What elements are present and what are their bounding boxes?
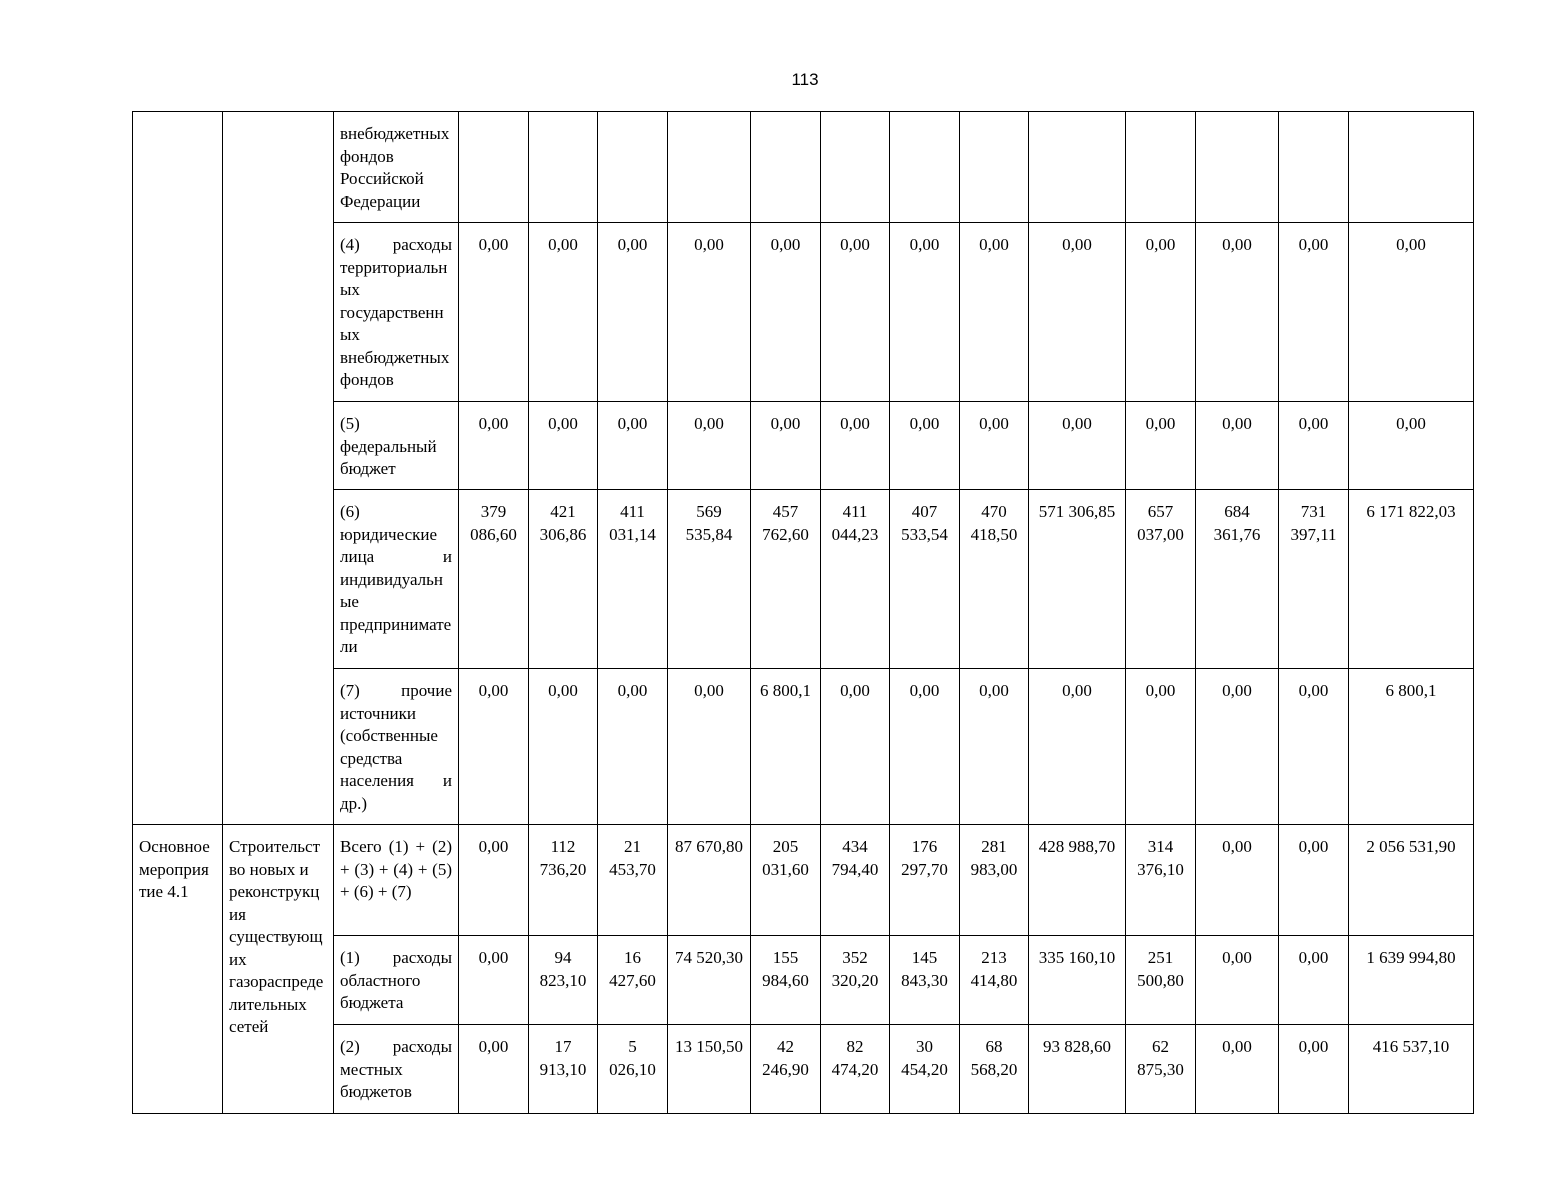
empty-measure-name-cell bbox=[223, 112, 334, 825]
value-cell: 0,00 bbox=[459, 669, 529, 825]
value-cell: 16 427,60 bbox=[598, 936, 668, 1025]
value-cell: 68 568,20 bbox=[960, 1025, 1029, 1114]
value-cell: 0,00 bbox=[1349, 402, 1474, 490]
value-cell: 0,00 bbox=[668, 223, 751, 402]
value-cell: 0,00 bbox=[598, 669, 668, 825]
table-row bbox=[133, 825, 1474, 936]
source-label: (4) расходы территориальных государственных внебюджетных фондов bbox=[334, 223, 459, 402]
value-cell: 0,00 bbox=[960, 223, 1029, 402]
value-cell: 0,00 bbox=[459, 223, 529, 402]
value-cell bbox=[529, 112, 598, 223]
value-cell: 0,00 bbox=[459, 825, 529, 936]
value-cell: 176 297,70 bbox=[890, 825, 960, 936]
value-cell: 416 537,10 bbox=[1349, 1025, 1474, 1114]
table-row bbox=[133, 490, 1474, 669]
value-cell: 0,00 bbox=[1349, 223, 1474, 402]
value-cell: 0,00 bbox=[890, 669, 960, 825]
value-cell: 6 800,1 bbox=[1349, 669, 1474, 825]
value-cell: 0,00 bbox=[1279, 825, 1349, 936]
source-label: внебюджетных фондов Российской Федерации bbox=[334, 112, 459, 223]
table-row bbox=[133, 1025, 1474, 1114]
value-cell: 5 026,10 bbox=[598, 1025, 668, 1114]
value-cell: 0,00 bbox=[598, 223, 668, 402]
value-cell bbox=[1029, 112, 1126, 223]
value-cell: 0,00 bbox=[668, 402, 751, 490]
value-cell bbox=[890, 112, 960, 223]
value-cell: 281 983,00 bbox=[960, 825, 1029, 936]
empty-measure-code-cell bbox=[133, 112, 223, 825]
value-cell: 0,00 bbox=[1279, 1025, 1349, 1114]
budget-table bbox=[132, 111, 1474, 1114]
value-cell: 434 794,40 bbox=[821, 825, 890, 936]
value-cell: 0,00 bbox=[1126, 402, 1196, 490]
value-cell bbox=[821, 112, 890, 223]
table-row bbox=[133, 936, 1474, 1025]
value-cell: 0,00 bbox=[890, 223, 960, 402]
value-cell: 0,00 bbox=[1279, 223, 1349, 402]
value-cell: 0,00 bbox=[960, 669, 1029, 825]
value-cell: 731 397,11 bbox=[1279, 490, 1349, 669]
value-cell: 407 533,54 bbox=[890, 490, 960, 669]
value-cell bbox=[751, 112, 821, 223]
value-cell: 42 246,90 bbox=[751, 1025, 821, 1114]
value-cell: 0,00 bbox=[751, 402, 821, 490]
value-cell: 17 913,10 bbox=[529, 1025, 598, 1114]
value-cell: 569 535,84 bbox=[668, 490, 751, 669]
value-cell: 112 736,20 bbox=[529, 825, 598, 936]
value-cell: 145 843,30 bbox=[890, 936, 960, 1025]
value-cell: 571 306,85 bbox=[1029, 490, 1126, 669]
measure-code: Основное мероприятие 4.1 bbox=[133, 825, 223, 1114]
value-cell: 421 306,86 bbox=[529, 490, 598, 669]
value-cell: 0,00 bbox=[459, 936, 529, 1025]
value-cell: 411 031,14 bbox=[598, 490, 668, 669]
value-cell: 6 171 822,03 bbox=[1349, 490, 1474, 669]
value-cell: 0,00 bbox=[1126, 669, 1196, 825]
value-cell: 0,00 bbox=[1029, 223, 1126, 402]
value-cell: 0,00 bbox=[1196, 402, 1279, 490]
value-cell: 0,00 bbox=[1196, 1025, 1279, 1114]
value-cell: 0,00 bbox=[890, 402, 960, 490]
source-label: (7) прочие источники (собственные средства населения и др.) bbox=[334, 669, 459, 825]
source-label: (5) федеральный бюджет bbox=[334, 402, 459, 490]
value-cell bbox=[1279, 112, 1349, 223]
value-cell: 0,00 bbox=[1196, 825, 1279, 936]
table-row bbox=[133, 402, 1474, 490]
value-cell bbox=[1126, 112, 1196, 223]
value-cell: 0,00 bbox=[668, 669, 751, 825]
value-cell: 205 031,60 bbox=[751, 825, 821, 936]
value-cell: 0,00 bbox=[1279, 402, 1349, 490]
value-cell: 0,00 bbox=[1126, 223, 1196, 402]
value-cell: 0,00 bbox=[529, 402, 598, 490]
value-cell: 62 875,30 bbox=[1126, 1025, 1196, 1114]
value-cell: 0,00 bbox=[821, 669, 890, 825]
table-row bbox=[133, 223, 1474, 402]
budget-table-body bbox=[133, 112, 1474, 1114]
value-cell bbox=[1349, 112, 1474, 223]
value-cell: 0,00 bbox=[1196, 669, 1279, 825]
source-label: (1) расходы областного бюджета bbox=[334, 936, 459, 1025]
value-cell: 0,00 bbox=[1196, 936, 1279, 1025]
value-cell: 470 418,50 bbox=[960, 490, 1029, 669]
value-cell: 0,00 bbox=[1279, 669, 1349, 825]
value-cell: 335 160,10 bbox=[1029, 936, 1126, 1025]
value-cell: 0,00 bbox=[821, 402, 890, 490]
value-cell: 428 988,70 bbox=[1029, 825, 1126, 936]
value-cell: 352 320,20 bbox=[821, 936, 890, 1025]
value-cell: 0,00 bbox=[1029, 402, 1126, 490]
value-cell: 6 800,1 bbox=[751, 669, 821, 825]
value-cell: 251 500,80 bbox=[1126, 936, 1196, 1025]
value-cell bbox=[668, 112, 751, 223]
value-cell: 657 037,00 bbox=[1126, 490, 1196, 669]
value-cell bbox=[598, 112, 668, 223]
value-cell: 684 361,76 bbox=[1196, 490, 1279, 669]
value-cell: 0,00 bbox=[598, 402, 668, 490]
value-cell: 314 376,10 bbox=[1126, 825, 1196, 936]
value-cell: 0,00 bbox=[529, 669, 598, 825]
value-cell: 213 414,80 bbox=[960, 936, 1029, 1025]
value-cell: 0,00 bbox=[459, 402, 529, 490]
value-cell: 457 762,60 bbox=[751, 490, 821, 669]
value-cell bbox=[459, 112, 529, 223]
value-cell: 379 086,60 bbox=[459, 490, 529, 669]
value-cell: 94 823,10 bbox=[529, 936, 598, 1025]
value-cell: 411 044,23 bbox=[821, 490, 890, 669]
value-cell: 13 150,50 bbox=[668, 1025, 751, 1114]
value-cell bbox=[1196, 112, 1279, 223]
value-cell: 87 670,80 bbox=[668, 825, 751, 936]
value-cell: 82 474,20 bbox=[821, 1025, 890, 1114]
value-cell: 0,00 bbox=[821, 223, 890, 402]
table-row bbox=[133, 112, 1474, 223]
value-cell: 74 520,30 bbox=[668, 936, 751, 1025]
value-cell: 155 984,60 bbox=[751, 936, 821, 1025]
value-cell: 0,00 bbox=[751, 223, 821, 402]
measure-name: Строительство новых и реконструкция существующих газораспределительных сетей bbox=[223, 825, 334, 1114]
source-label: (6) юридические лица и индивидуальные предприниматели bbox=[334, 490, 459, 669]
value-cell: 2 056 531,90 bbox=[1349, 825, 1474, 936]
value-cell: 1 639 994,80 bbox=[1349, 936, 1474, 1025]
value-cell: 93 828,60 bbox=[1029, 1025, 1126, 1114]
value-cell bbox=[960, 112, 1029, 223]
value-cell: 30 454,20 bbox=[890, 1025, 960, 1114]
source-label: (2) расходы местных бюджетов bbox=[334, 1025, 459, 1114]
table-row bbox=[133, 669, 1474, 825]
value-cell: 0,00 bbox=[960, 402, 1029, 490]
value-cell: 0,00 bbox=[529, 223, 598, 402]
value-cell: 0,00 bbox=[1196, 223, 1279, 402]
value-cell: 0,00 bbox=[1279, 936, 1349, 1025]
value-cell: 0,00 bbox=[1029, 669, 1126, 825]
value-cell: 0,00 bbox=[459, 1025, 529, 1114]
source-label: Всего (1) + (2) + (3) + (4) + (5) + (6) + (7) bbox=[334, 825, 459, 936]
value-cell: 21 453,70 bbox=[598, 825, 668, 936]
page-number: 113 bbox=[791, 70, 819, 89]
